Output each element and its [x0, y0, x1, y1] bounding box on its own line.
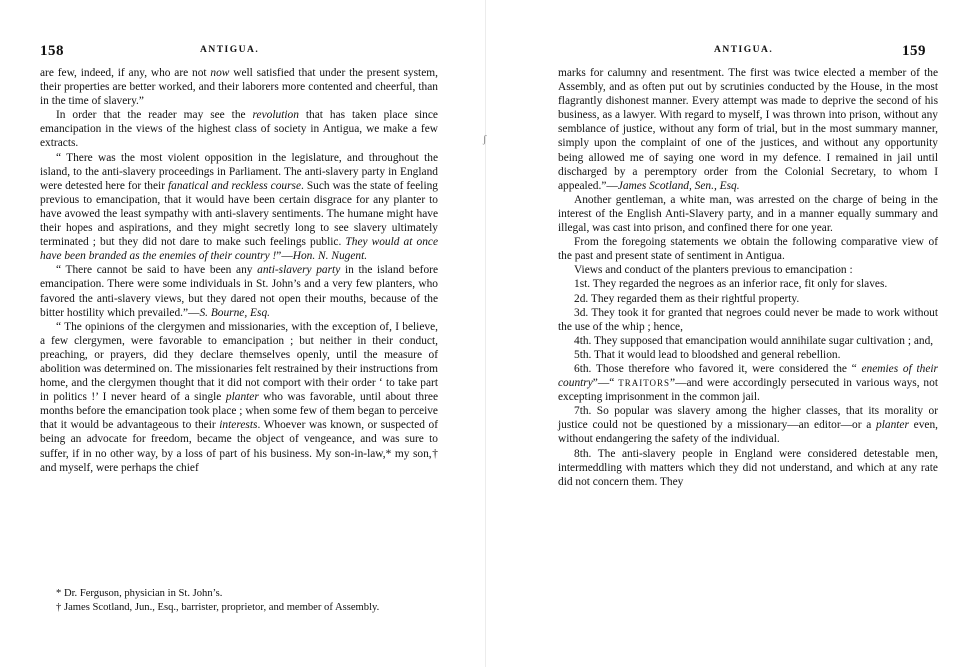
footnote: * Dr. Ferguson, physician in St. John’s. — [56, 588, 223, 599]
paragraph: marks for calumny and resentment. The first was twice elected a member of the Assembly, and as often put out by scrutinies conducted by the House, in the most flagrantly dishonest manner. Every attempt was made to deprive the second of his business, as a lawyer. With regard to myself, I was thrown into prison, without any semblance of justice, without any form of trial, but in the most summary manner, simply upon the complaint of one of the justices, and without any opportunity being allowed me of saying one word in my defence. I remained in jail until discharged by a peremptory order from the Colonial Secretary, to whom I appealed.”—James Scotland, Sen., Esq. — [558, 67, 938, 192]
paragraph: “ The opinions of the clergymen and missionaries, with the exception of, I believe, a few clergymen, were favorable to emancipation ; but neither in their conduct, preaching, or prayers, did they declare themselves openly, until the measure of abolition was determined on. The missionaries felt restrained by their instructions from home, and the clergymen thought that it did not comport with their order ‘ to take part in politics !’ I never heard of a single planter who was favorable, until about three months before the emancipation took place ; when some few of them began to perceive that it would be advantageous to their interests. Whoever was known, or suspected of being an advocate for freedom, became the object of vengeance, and was sure to suffer, if in no other way, by a loss of part of his business. My son-in-law,* my son,† and myself, were perhaps the chief — [40, 320, 439, 474]
running-head: ANTIGUA. — [714, 45, 774, 55]
left-page — [0, 0, 480, 667]
page-number: 159 — [902, 43, 926, 59]
paragraph: 3d. They took it for granted that negroes could never be made to work without the use of the whip ; hence, — [558, 306, 938, 333]
paragraph: are few, indeed, if any, who are not now well satisfied that under the present system, their properties are better worked, and their laborers more contented and cheerful, than in the time of slavery.” — [40, 67, 438, 108]
footnotes — [40, 587, 438, 614]
paragraph: 4th. They supposed that emancipation would annihilate sugar cultivation ; and, — [574, 334, 934, 347]
right-page — [492, 0, 980, 667]
page-number: 158 — [40, 43, 64, 59]
paragraph: 8th. The anti-slavery people in England were considered detestable men, intermeddling with matters which they did not understand, and which at any rate did not concern them. They — [558, 447, 938, 488]
paragraph: 1st. They regarded the negroes as an inferior race, fit only for slaves. — [574, 278, 888, 291]
footnote: † James Scotland, Jun., Esq., barrister, proprietor, and member of Assembly. — [56, 601, 380, 613]
gutter — [485, 0, 486, 667]
paragraph: “ There cannot be said to have been any anti-slavery party in the island before emancipation. There were some individuals in St. John’s and a very few planters, who favored the anti-slavery views, but they dared not open their mouths, because of the bitter hostility which prevailed.”—S. Bourne, Esq. — [40, 264, 439, 319]
paragraph: Views and conduct of the planters previous to emancipation : — [574, 264, 853, 277]
margin-mark: ʃ — [483, 134, 487, 145]
paragraph: Another gentleman, a white man, was arrested on the charge of being in the interest of the English Anti-Slavery party, and in a manner equally summary and illegal, was cast into prison, and confined there for one year. — [558, 193, 938, 235]
running-head: ANTIGUA. — [200, 45, 260, 55]
paragraph: 5th. That it would lead to bloodshed and general rebellion. — [574, 348, 841, 361]
paragraph: 6th. Those therefore who favored it, were considered the “ enemies of their country”—“ TRAITORS”—and were accordingly persecuted in various ways, not excepting imprisonment in the common jail. — [558, 362, 938, 404]
paragraph: 7th. So popular was slavery among the higher classes, that its morality or justice could not be questioned by a missionary—an editor—or a planter even, without endangering the safety of the individual. — [558, 405, 938, 446]
paragraph: “ There was the most violent opposition in the legislature, and throughout the island, to the anti-slavery proceedings in Parliament. The anti-slavery party in England were detested here for their fanatical and reckless course. Such was the state of feeling previous to emancipation, that it would have been certain disgrace for any planter to have avowed the least sympathy with anti-slavery sentiments. The humane might have their hopes and aspirations, and they might secretly long to see slavery ultimately terminated ; but they did not dare to make such feelings public. They would at once have been branded as the enemies of their country !”—Hon. N. Nugent. — [40, 151, 438, 263]
paragraph: 2d. They regarded them as their rightful property. — [574, 292, 800, 305]
right-body-text — [558, 66, 938, 489]
left-body-text — [40, 66, 438, 475]
paragraph: In order that the reader may see the revolution that has taken place since emancipation in the views of the highest class of society in Antigua, we make a few extracts. — [40, 109, 438, 150]
paragraph: From the foregoing statements we obtain the following comparative view of the past and present state of sentiment in Antigua. — [558, 236, 938, 263]
